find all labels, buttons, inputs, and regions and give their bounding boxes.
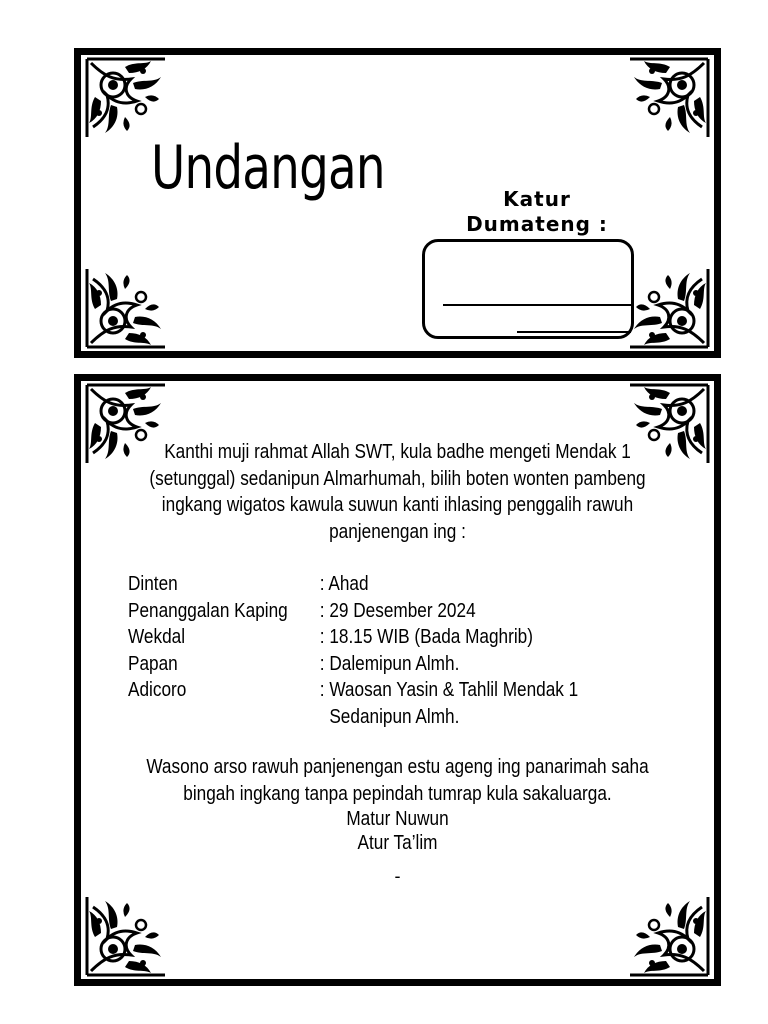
detail-row xyxy=(128,677,632,704)
recipient-address-box xyxy=(422,239,634,339)
detail-value: Sedanipun Almh. xyxy=(319,705,460,728)
invitation-body-card xyxy=(74,374,721,986)
detail-value: : Ahad xyxy=(319,573,369,595)
detail-label: Papan xyxy=(128,652,178,675)
addressed-to-line: Dumateng : xyxy=(466,212,608,236)
detail-label: Dinten xyxy=(128,573,178,595)
intro-paragraph xyxy=(125,439,669,545)
floral-ornament-icon xyxy=(85,267,167,349)
closing-line: bingah ingkang tanpa pepindah tumrap kula sakaluarga. xyxy=(183,782,612,805)
detail-label xyxy=(128,704,320,731)
detail-row xyxy=(128,598,632,625)
closing-paragraph xyxy=(125,754,669,807)
intro-line: (setunggal) sedanipun Almarhumah, bilih boten wonten pambeng xyxy=(149,467,646,490)
floral-ornament-icon xyxy=(628,267,710,349)
addressed-to-label xyxy=(451,187,623,237)
event-details xyxy=(128,571,632,730)
intro-line: ingkang wigatos kawula suwun kanti ihlasing penggalih rawuh xyxy=(161,494,634,516)
detail-value: : Dalemipun Almh. xyxy=(319,652,460,675)
address-blank-line xyxy=(443,304,631,306)
detail-value: : 18.15 WIB (Bada Maghrib) xyxy=(319,626,533,648)
intro-line: Kanthi muji rahmat Allah SWT, kula badhe mengeti Mendak 1 xyxy=(164,441,631,463)
addressed-to-line: Katur xyxy=(503,187,571,211)
detail-row xyxy=(128,571,632,598)
detail-label: Penanggalan Kaping xyxy=(128,599,288,622)
detail-row xyxy=(128,651,632,678)
address-blank-line xyxy=(517,331,631,333)
detail-row xyxy=(128,624,632,651)
invitation-content xyxy=(81,439,714,890)
detail-value: : Waosan Yasin & Tahlil Mendak 1 xyxy=(319,679,579,701)
sender-text: Atur Ta’lim xyxy=(357,832,438,854)
intro-line: panjenengan ing : xyxy=(329,520,466,543)
invitation-cover-card xyxy=(74,48,721,358)
detail-label: Wekdal xyxy=(128,626,186,648)
detail-row xyxy=(128,704,632,731)
floral-ornament-icon xyxy=(85,895,167,977)
closing-line: Wasono arso rawuh panjenengan estu ageng ing panarimah saha xyxy=(146,756,649,778)
floral-ornament-icon xyxy=(628,57,710,139)
detail-label: Adicoro xyxy=(128,679,187,701)
detail-value: : 29 Desember 2024 xyxy=(319,599,476,622)
floral-ornament-icon xyxy=(628,895,710,977)
invitation-title: Undangan xyxy=(151,133,385,203)
sender-name-placeholder: - xyxy=(394,866,401,886)
thanks-text: Matur Nuwun xyxy=(346,808,449,830)
signature-block xyxy=(125,807,669,855)
floral-ornament-icon xyxy=(85,57,167,139)
